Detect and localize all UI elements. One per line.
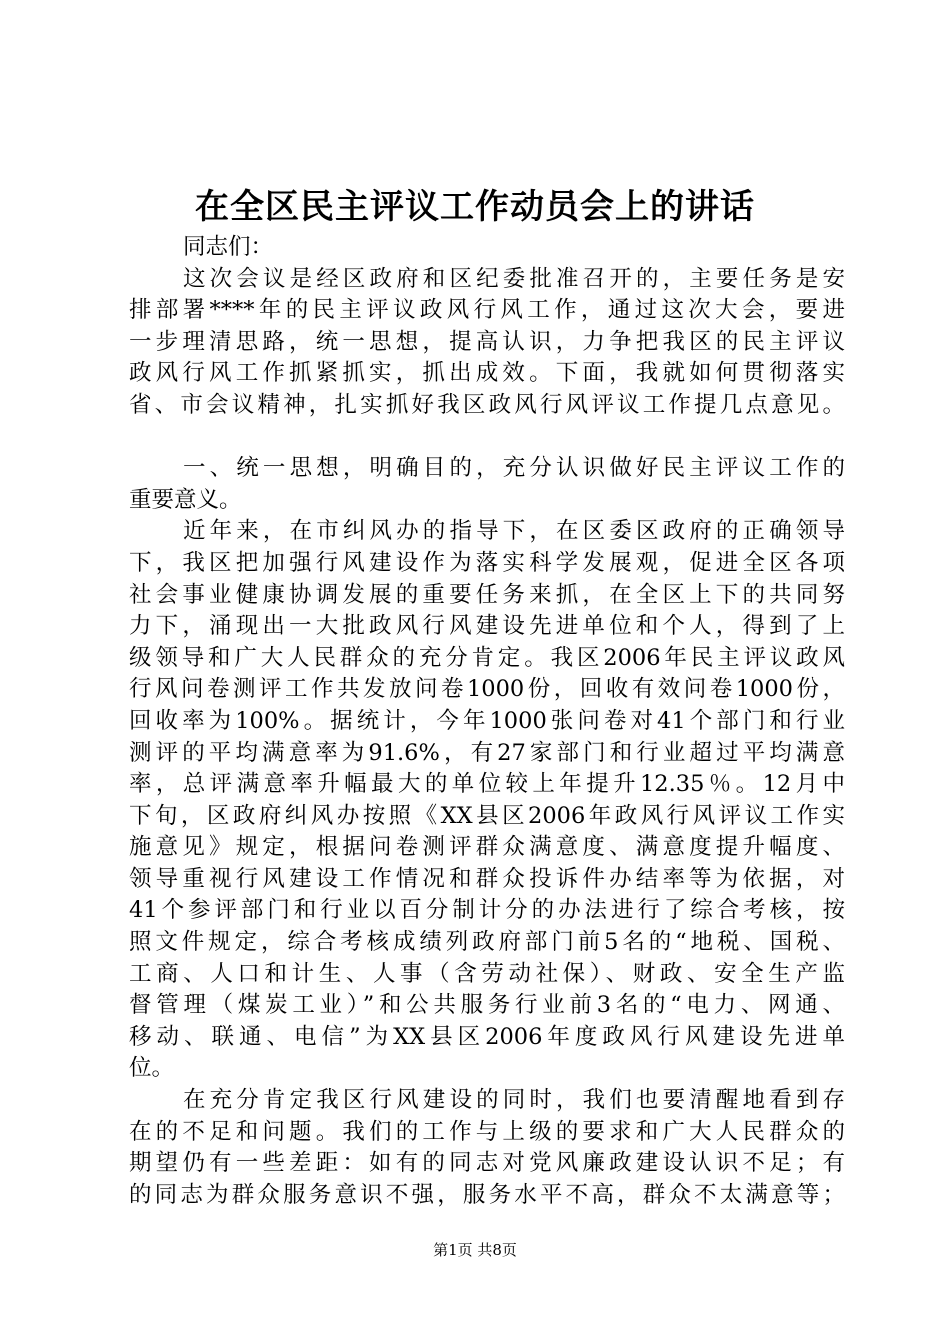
paragraph-line: 级领导和广大人民群众的充分肯定。我区2006年民主评议政风	[129, 644, 845, 671]
paragraph-line: 位。	[129, 1055, 175, 1082]
paragraph-shortcomings	[129, 1085, 845, 1211]
paragraph-line: 社会事业健康协调发展的重要任务来抓，在全区上下的共同努	[129, 581, 845, 608]
document-title: 在全区民主评议工作动员会上的讲话	[195, 187, 755, 227]
paragraph-line: 政风行风工作抓紧抓实，抓出成效。下面，我就如何贯彻落实	[129, 360, 845, 387]
paragraph-line: 施意见》规定，根据问卷测评群众满意度、满意度提升幅度、	[129, 834, 845, 861]
salutation: 同志们：	[183, 234, 274, 260]
document-body	[129, 232, 845, 1211]
paragraph-line: 领导重视行风建设工作情况和群众投诉件办结率等为依据，对	[129, 865, 845, 892]
paragraph-line: 一步理清思路，统一思想，提高认识，力争把我区的民主评议	[129, 328, 845, 355]
paragraph-line: 在充分肯定我区行风建设的同时，我们也要清醒地看到存	[183, 1087, 845, 1114]
paragraph-line: 回收率为100%。据统计，今年1000张问卷对41个部门和行业	[129, 707, 845, 734]
paragraph-line: 的同志为群众服务意识不强，服务水平不高，群众不太满意等；	[129, 1181, 845, 1208]
paragraph-line: 近年来，在市纠风办的指导下，在区委区政府的正确领导	[183, 518, 845, 545]
paragraph-line: 排部署****年的民主评议政风行风工作，通过这次大会，要进	[129, 297, 845, 324]
paragraph-line: 省、市会议精神，扎实抓好我区政风行风评议工作提几点意见。	[129, 391, 845, 418]
paragraph-intro	[129, 264, 845, 422]
paragraph-line: 督管理（煤炭工业）”和公共服务行业前3名的“电力、网通、	[129, 992, 845, 1019]
section-heading-1	[129, 453, 845, 516]
paragraph-line: 力下，涌现出一大批政风行风建设先进单位和个人，得到了上	[129, 613, 845, 640]
paragraph-line: 下旬，区政府纠风办按照《XX县区2006年政风行风评议工作实	[129, 802, 845, 829]
paragraph-spacer	[129, 422, 845, 454]
paragraph-line: 测评的平均满意率为91.6%，有27家部门和行业超过平均满意	[129, 739, 845, 766]
page-number-footer: 第1页 共8页	[433, 1241, 517, 1259]
heading-line: 重要意义。	[129, 486, 242, 513]
paragraph-line: 期望仍有一些差距：如有的同志对党风廉政建设认识不足；有	[129, 1150, 845, 1177]
heading-line: 一、统一思想，明确目的，充分认识做好民主评议工作的	[183, 455, 845, 482]
paragraph-line: 在的不足和问题。我们的工作与上级的要求和广大人民群众的	[129, 1118, 845, 1145]
paragraph-line: 移动、联通、电信”为XX县区2006年度政风行风建设先进单	[129, 1023, 845, 1050]
paragraph-line: 行风问卷测评工作共发放问卷1000份，回收有效问卷1000份，	[129, 676, 845, 703]
paragraph-achievements	[129, 516, 845, 1085]
paragraph-line: 这次会议是经区政府和区纪委批准召开的，主要任务是安	[183, 265, 845, 292]
paragraph-line: 41个参评部门和行业以百分制计分的办法进行了综合考核，按	[129, 897, 845, 924]
paragraph-line: 工商、人口和计生、人事（含劳动社保）、财政、安全生产监	[129, 960, 845, 987]
paragraph-line: 下，我区把加强行风建设作为落实科学发展观，促进全区各项	[129, 549, 845, 576]
paragraph-line: 率，总评满意率升幅最大的单位较上年提升12.35％。12月中	[129, 771, 845, 798]
paragraph-line: 照文件规定，综合考核成绩列政府部门前5名的“地税、国税、	[129, 929, 845, 956]
